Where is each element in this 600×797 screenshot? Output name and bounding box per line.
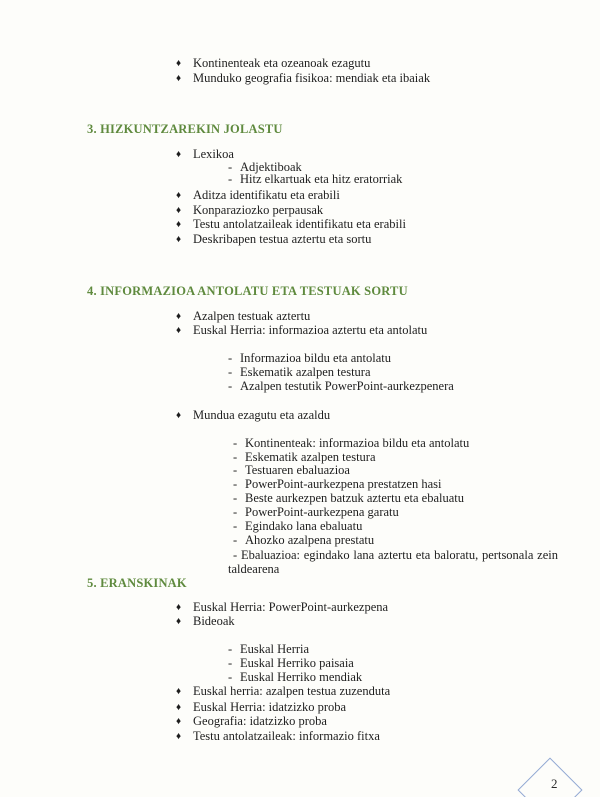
- list-item: ♦ Euskal Herria: PowerPoint-aurkezpena: [193, 600, 388, 614]
- sub-list-item: - Eskematik azalpen testura: [245, 450, 376, 464]
- sub-list-item: - Informazioa bildu eta antolatu: [240, 351, 391, 365]
- list-item: ♦ Euskal herria: azalpen testua zuzenduta: [193, 684, 390, 698]
- list-item: ♦ Kontinenteak eta ozeanoak ezagutu: [193, 56, 370, 70]
- list-item: ♦ Lexikoa: [193, 147, 234, 161]
- list-item: ♦ Munduko geografia fisikoa: mendiak eta ibaiak: [193, 71, 430, 85]
- sub-list-item: - Adjektiboak: [240, 160, 302, 174]
- list-item: ♦ Bideoak: [193, 614, 235, 628]
- sub-list-item: - Kontinenteak: informazioa bildu eta antolatu: [245, 436, 469, 450]
- list-item: ♦ Azalpen testuak aztertu: [193, 309, 310, 323]
- sub-list-item: - Beste aurkezpen batzuk aztertu eta ebaluatu: [245, 491, 464, 505]
- section-heading-4: 4. INFORMAZIOA ANTOLATU ETA TESTUAK SORTU: [87, 284, 408, 298]
- list-item: ♦ Euskal Herria: idatzizko proba: [193, 700, 346, 714]
- sub-list-item: - PowerPoint-aurkezpena garatu: [245, 505, 399, 519]
- list-item: ♦ Euskal Herria: informazioa aztertu eta antolatu: [193, 323, 427, 337]
- sub-list-item: - Testuaren ebaluazioa: [245, 463, 350, 477]
- list-item: ♦ Geografia: idatzizko proba: [193, 714, 327, 728]
- sub-list-item: - PowerPoint-aurkezpena prestatzen hasi: [245, 477, 441, 491]
- sub-list-item: - Hitz elkartuak eta hitz eratorriak: [240, 172, 402, 186]
- sub-list-item: - Eskematik azalpen testura: [240, 365, 371, 379]
- list-item: ♦ Testu antolatzaileak identifikatu eta erabili: [193, 217, 406, 231]
- sub-list-item-wrapped: - Ebaluazioa: egindako lana aztertu eta baloratu, pertsonala zein taldearena: [228, 548, 558, 576]
- list-item: ♦ Mundua ezagutu eta azaldu: [193, 408, 330, 422]
- sub-list-item: - Ahozko azalpena prestatu: [245, 533, 374, 547]
- sub-list-item: - Euskal Herriko paisaia: [240, 656, 354, 670]
- page-number: 2: [551, 776, 558, 791]
- sub-list-item: - Azalpen testutik PowerPoint-aurkezpenera: [240, 379, 454, 393]
- list-item: ♦ Aditza identifikatu eta erabili: [193, 188, 340, 202]
- section-heading-3: 3. HIZKUNTZAREKIN JOLASTU: [87, 122, 283, 136]
- list-item: ♦ Deskribapen testua aztertu eta sortu: [193, 232, 371, 246]
- sub-list-item: - Euskal Herriko mendiak: [240, 670, 362, 684]
- section-heading-5: 5. ERANSKINAK: [87, 576, 187, 590]
- sub-list-item: - Egindako lana ebaluatu: [245, 519, 362, 533]
- list-item: ♦ Konparaziozko perpausak: [193, 203, 323, 217]
- page-number-diamond-shape: [517, 757, 582, 797]
- list-item: ♦ Testu antolatzaileak: informazio fitxa: [193, 729, 380, 743]
- sub-list-item: - Euskal Herria: [240, 642, 309, 656]
